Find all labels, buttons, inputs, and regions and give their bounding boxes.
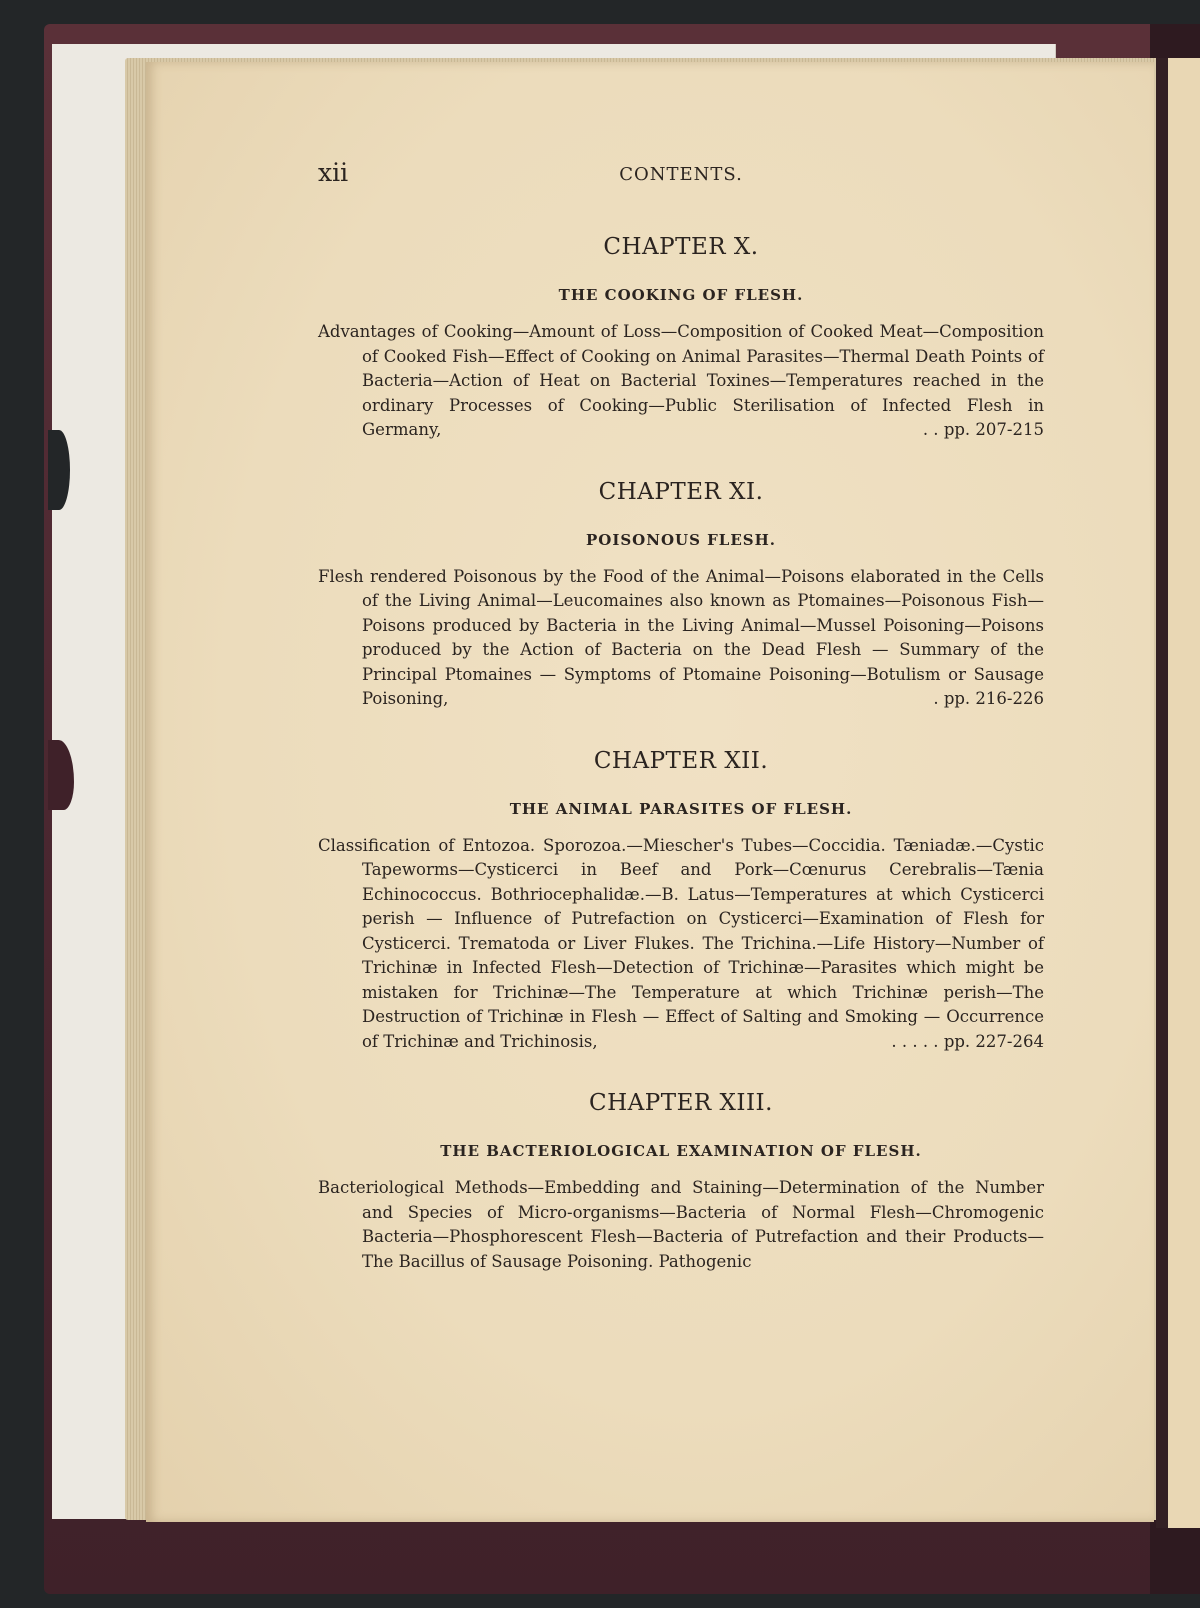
page-number: xii [318, 158, 349, 187]
summary-text: Bacteriological Methods—Embedding and Staining—Determination of the Number and Species of Micro-organisms—Bacteria of Normal Flesh—Chromogenic Bacteria—Phosphorescent Flesh—Bacteria of Putrefaction and their Products—The Bacillus of Sausage Poisoning. Pathogenic [318, 1178, 1044, 1271]
chapter-heading: CHAPTER X. [603, 234, 759, 260]
chapter-summary [318, 565, 1044, 712]
page-content [318, 158, 1044, 1274]
page-range-wrap [891, 1030, 1044, 1055]
dot-leader: . . . . . [891, 1031, 939, 1051]
running-head [318, 158, 1044, 198]
chapter-title: THE ANIMAL PARASITES OF FLESH. [509, 799, 853, 818]
summary-text: Classification of Entozoa. Sporozoa.—Miescher's Tubes—Coccidia. Tæniadæ.—Cystic Tapeworms—Cysticerci in Beef and Pork—Cœnurus Cerebralis—Tænia Echinococcus. Bothriocephalidæ.—B. Latus—Temperatures at which Cysticerci perish — Influence of Putrefaction on Cysticerci—Examination of Flesh for Cysticerci. Trematoda or Liver Flukes. The Trichina.—Life History—Number of Trichinæ in Infected Flesh—Detection of Trichinæ—Parasites which might be mistaken for Trichinæ—The Temperature at which Trichinæ perish—The Destruction of Trichinæ in Flesh — Effect of Salting and Smoking — Occurrence of Trichinæ and Trichinosis, [318, 835, 1044, 1051]
chapter-entry [318, 234, 1044, 443]
dot-leader: . . [922, 420, 939, 439]
summary-text: Flesh rendered Poisonous by the Food of the Animal—Poisons elaborated in the Cells of the Living Animal—Leucomaines also known as Ptomaines—Poisonous Fish—Poisons produced by Bacteria in the Living Animal—Mussel Poisoning—Poisons produced by the Action of Bacteria on the Dead Flesh — Summary of the Principal Ptomaines — Symptoms of Ptomaine Poisoning—Botulism or Sausage Poisoning, [318, 566, 1044, 708]
page-range: pp. 216-226 [943, 689, 1044, 708]
chapter-summary [318, 320, 1044, 443]
chapter-summary [318, 834, 1044, 1055]
running-title: CONTENTS. [619, 164, 743, 185]
page-range: pp. 207-215 [943, 420, 1044, 439]
chapter-summary [318, 1176, 1044, 1274]
chapter-title: POISONOUS FLESH. [585, 530, 777, 549]
flyleaf-tear [48, 430, 70, 510]
chapter-entry [318, 748, 1044, 1055]
chapter-entry [318, 1090, 1044, 1274]
chapter-title: THE BACTERIOLOGICAL EXAMINATION OF FLESH. [440, 1142, 922, 1160]
chapter-title: THE COOKING OF FLESH. [558, 286, 804, 304]
page-range-wrap [933, 687, 1044, 712]
chapter-heading: CHAPTER XII. [593, 747, 769, 774]
chapter-entry [318, 479, 1044, 712]
page-range-wrap [923, 418, 1044, 443]
next-page-edge [1168, 58, 1200, 1528]
chapter-heading: CHAPTER XIII. [589, 1090, 773, 1116]
summary-text: Advantages of Cooking—Amount of Loss—Composition of Cooked Meat—Composition of Cooked Fish—Effect of Cooking on Animal Parasites—Thermal Death Points of Bacteria—Action of Heat on Bacterial Toxines—Temperatures reached in the ordinary Processes of Cooking—Public Sterilisation of Infected Flesh in Germany, [318, 322, 1044, 439]
dot-leader: . [933, 689, 939, 708]
chapter-heading: CHAPTER XI. [598, 478, 764, 505]
page-range: pp. 227-264 [943, 1031, 1044, 1051]
